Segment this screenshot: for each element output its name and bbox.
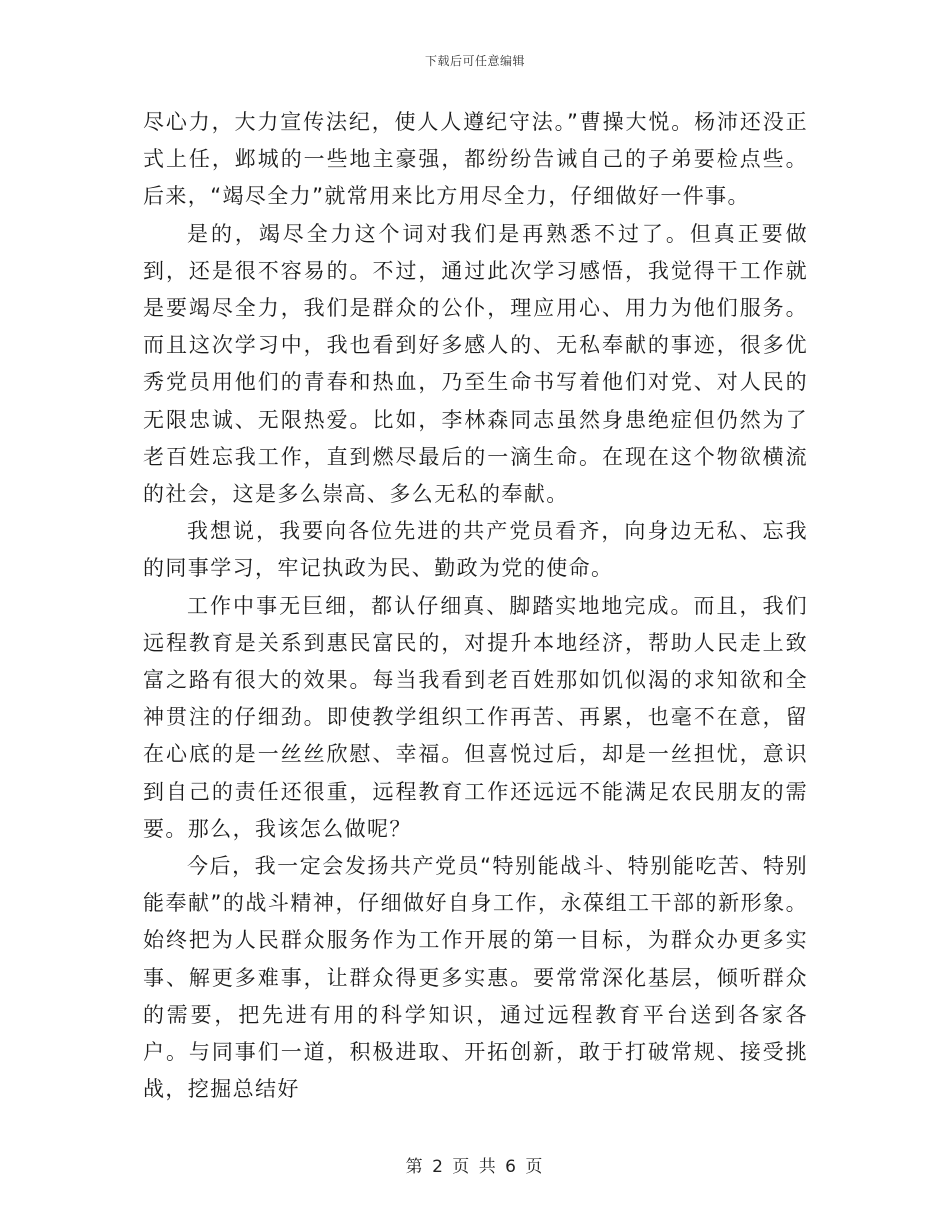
paragraph: 是的，竭尽全力这个词对我们是再熟悉不过了。但真正要做到，还是很不容易的。不过，通过此次学习感悟，我觉得干工作就是要竭尽全力，我们是群众的公仆，理应用心、用力为他们服务。而且这次学习中，我也看到好多感人的、无私奉献的事迹，很多优秀党员用他们的青春和热血，乃至生命书写着他们对党、对人民的无限忠诚、无限热爱。比如，李林森同志虽然身患绝症但仍然为了老百姓忘我工作，直到燃尽最后的一滴生命。在现在这个物欲横流的社会，这是多么崇高、多么无私的奉献。 [143,221,808,507]
paragraph: 我想说，我要向各位先进的共产党员看齐，向身边无私、忘我的同事学习，牢记执政为民、勤政为党的使命。 [143,519,808,581]
paragraph: 今后，我一定会发扬共产党员“特别能战斗、特别能吃苦、特别能奉献”的战斗精神，仔细做好自身工作，永葆组工干部的新形象。始终把为人民群众服务作为工作开展的第一目标，为群众办更多实事、解更多难事，让群众得更多实惠。要常常深化基层，倾听群众的需要，把先进有用的科学知识，通过远程教育平台送到各家各户。与同事们一道，积极进取、开拓创新，敢于打破常规、接受挑战，挖掘总结好 [143,854,808,1102]
page-number-footer: 第 2 页 共 6 页 [405,1157,545,1177]
paragraph: 工作中事无巨细，都认仔细真、脚踏实地地完成。而且，我们远程教育是关系到惠民富民的，对提升本地经济，帮助人民走上致富之路有很大的效果。每当我看到老百姓那如饥似渴的求知欲和全神贯注的仔细劲。即使教学组织工作再苦、再累，也毫不在意，留在心底的是一丝丝欣慰、幸福。但喜悦过后，却是一丝担忧，意识到自己的责任还很重，远程教育工作还远远不能满足农民朋友的需要。那么，我该怎么做呢？ [143,593,808,841]
document-body [143,104,808,1108]
page-header-note: 下载后可任意编辑 [424,54,525,68]
paragraph: 尽心力，大力宣传法纪，使人人遵纪守法。”曹操大悦。杨沛还没正式上任，邺城的一些地主豪强，都纷纷告诫自己的子弟要检点些。后来，“竭尽全力”就常用来比方用尽全力，仔细做好一件事。 [143,110,808,209]
